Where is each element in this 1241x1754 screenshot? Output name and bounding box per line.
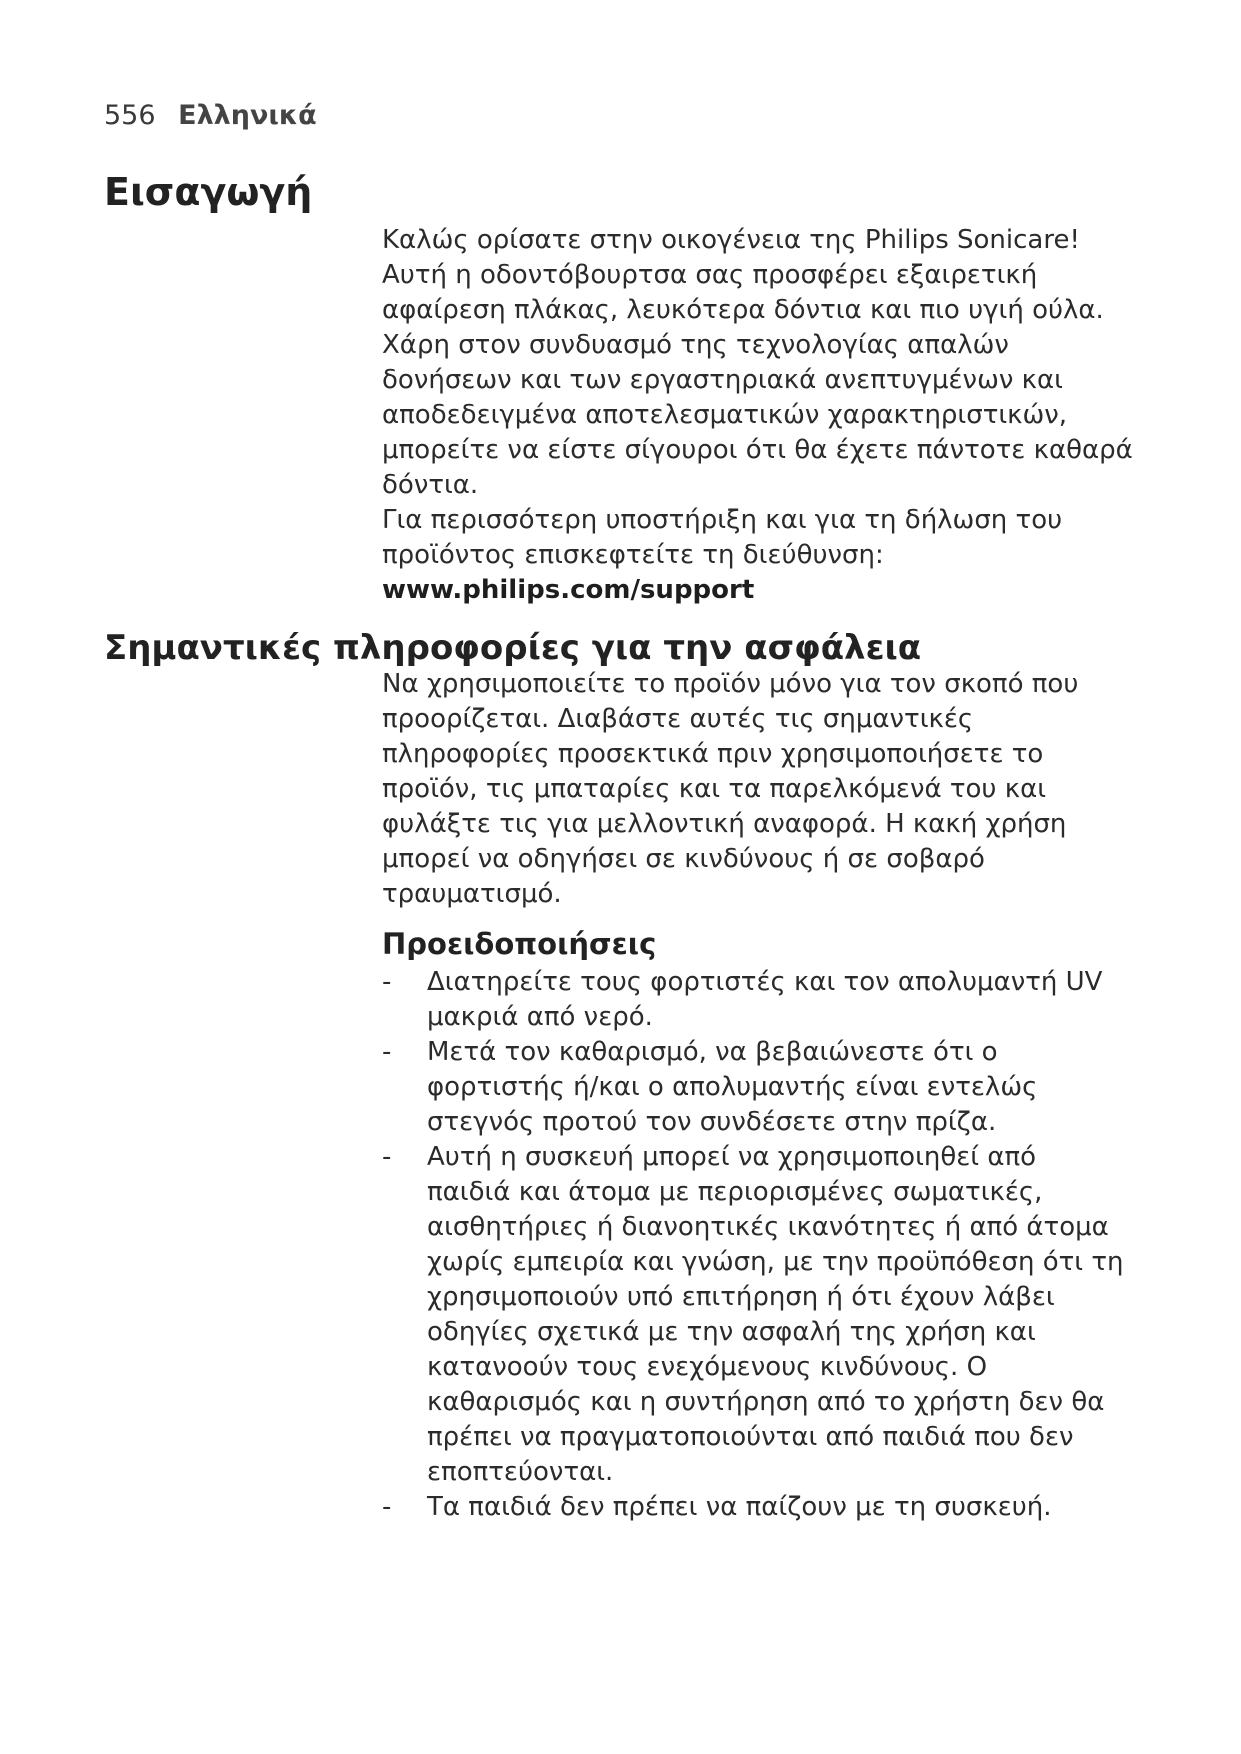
intro-heading: Εισαγωγή xyxy=(104,170,313,214)
bullet-dash: - xyxy=(382,1142,392,1172)
language-label: Ελληνικά xyxy=(178,100,317,131)
page-number: 556 xyxy=(104,100,156,131)
warning-item xyxy=(382,1490,1142,1525)
safety-heading: Σημαντικές πληροφορίες για την ασφάλεια xyxy=(104,628,922,668)
warning-text: Αυτή η συσκευή μπορεί να χρησιμοποιηθεί από παιδιά και άτομα με περιορισμένες σωματικές, αισθητήριες ή διανοητικές ικανότητες ή από άτομα χωρίς εμπειρία και γνώση, με την προϋπόθεση ότι τη χρησιμοποιούν υπό επιτήρηση ή ότι έχουν λάβει οδηγίες σχετικά με την ασφαλή της χρήση και κατανοούν τους ενεχόμενους κινδύνους. Ο καθαρισμός και η συντήρηση από το χρήστη δεν θα πρέπει να πραγματοποιούνται από παιδιά που δεν εποπτεύονται. xyxy=(427,1142,1124,1487)
page-header xyxy=(104,98,317,134)
support-paragraph: Για περισσότερη υποστήριξη και για τη δήλωση του προϊόντος επισκεφτείτε τη διεύθυνση: xyxy=(382,505,1063,570)
warnings-heading: Προειδοποιήσεις xyxy=(382,927,657,961)
bullet-dash: - xyxy=(382,1492,392,1522)
warnings-list xyxy=(382,965,1142,1525)
safety-paragraph: Να χρησιμοποιείτε το προϊόν μόνο για τον σκοπό που προορίζεται. Διαβάστε αυτές τις σημαντικές πληροφορίες προσεκτικά πριν χρησιμοποιήσετε το προϊόν, τις μπαταρίες και τα παρελκόμενά του και φυλάξτε τις για μελλοντική αναφορά. Η κακή χρήση μπορεί να οδηγήσει σε κινδύνους ή σε σοβαρό τραυματισμό. xyxy=(382,669,1079,909)
warning-text: Διατηρείτε τους φορτιστές και τον απολυμαντή UV μακριά από νερό. xyxy=(427,967,1103,1032)
warning-item xyxy=(382,1035,1142,1140)
bullet-dash: - xyxy=(382,1037,392,1067)
bullet-dash: - xyxy=(382,967,392,997)
intro-section xyxy=(382,223,1142,608)
warning-text: Μετά τον καθαρισμό, να βεβαιώνεστε ότι ο φορτιστής ή/και ο απολυμαντής είναι εντελώς στεγνός προτού τον συνδέσετε στην πρίζα. xyxy=(427,1037,1038,1137)
warning-text: Τα παιδιά δεν πρέπει να παίζουν με τη συσκευή. xyxy=(427,1492,1052,1522)
warning-item xyxy=(382,965,1142,1035)
safety-section xyxy=(382,667,1142,1525)
support-url: www.philips.com/support xyxy=(382,575,755,605)
warning-item xyxy=(382,1140,1142,1490)
intro-paragraph: Καλώς ορίσατε στην οικογένεια της Philips Sonicare! Αυτή η οδοντόβουρτσα σας προσφέρει εξαιρετική αφαίρεση πλάκας, λευκότερα δόντια και πιο υγιή ούλα. Χάρη στον συνδυασμό της τεχνολογίας απαλών δονήσεων και των εργαστηριακά ανεπτυγμένων και αποδεδειγμένα αποτελεσματικών χαρακτηριστικών, μπορείτε να είστε σίγουροι ότι θα έχετε πάντοτε καθαρά δόντια. xyxy=(382,225,1133,500)
